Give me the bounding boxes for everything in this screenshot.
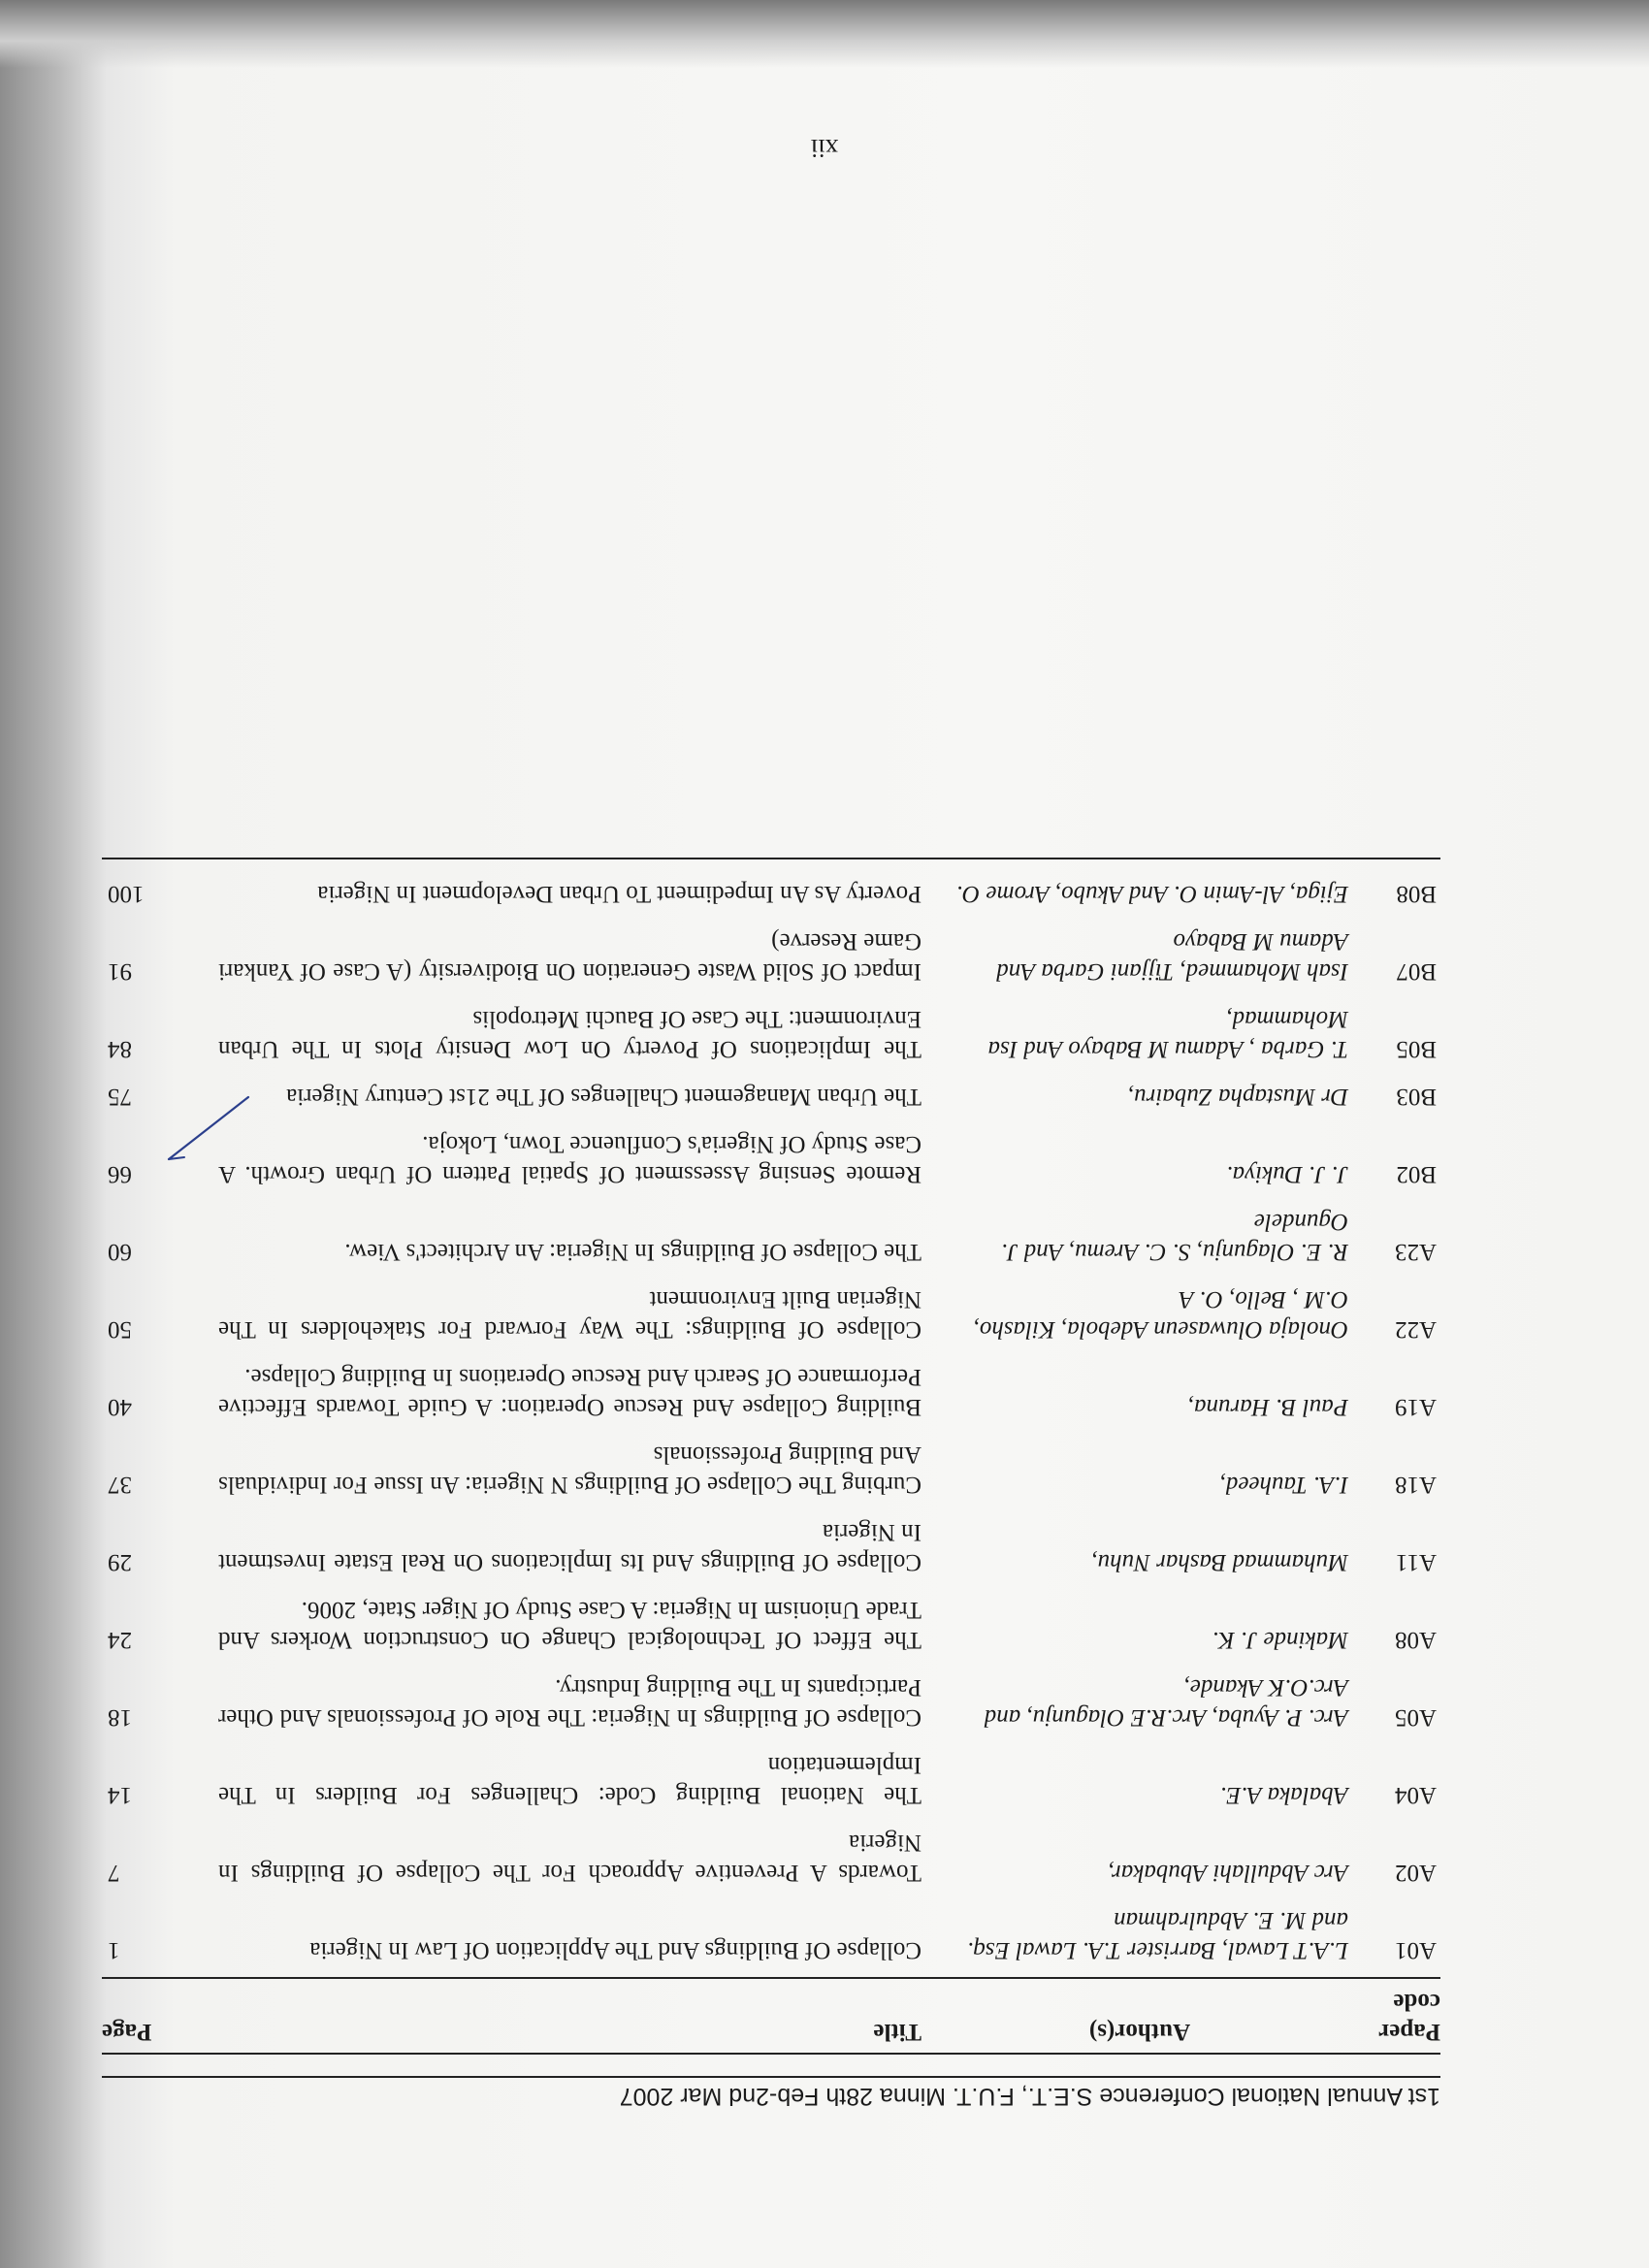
paper-code: A08 xyxy=(1394,1627,1437,1653)
paper-title: Curbing The Collapse Of Buildings N Nigeria: An Issue For Individuals And Building Professionals xyxy=(218,1442,922,1498)
running-header xyxy=(102,2076,1440,2113)
paper-page: 91 xyxy=(108,958,132,985)
paper-authors: Muhammad Bashar Nuhu, xyxy=(1091,1549,1348,1575)
paper-title: The Urban Management Challenges Of The 21st Century Nigeria xyxy=(286,1084,922,1110)
paper-page: 84 xyxy=(108,1036,132,1062)
paper-title: Collapse Of Buildings And The Application Of Law In Nigeria xyxy=(309,1937,922,1963)
table-row xyxy=(102,1275,1440,1352)
paper-code: A18 xyxy=(1394,1472,1437,1498)
table-row xyxy=(102,1072,1440,1119)
paper-code: B07 xyxy=(1396,958,1437,985)
paper-authors: J. J. Dukiya. xyxy=(1226,1161,1348,1187)
table-row xyxy=(102,917,1440,994)
paper-page: 37 xyxy=(108,1472,132,1498)
paper-page: 7 xyxy=(108,1860,120,1886)
paper-code: B03 xyxy=(1396,1084,1437,1110)
paper-page: 18 xyxy=(108,1704,132,1731)
paper-code: B08 xyxy=(1396,881,1437,907)
table-row xyxy=(102,1740,1440,1818)
table-row xyxy=(102,1585,1440,1663)
paper-page: 50 xyxy=(108,1316,132,1343)
paper-authors: Arc Abdullahi Abubakar, xyxy=(1108,1860,1348,1886)
table-row xyxy=(102,994,1440,1072)
paper-code: A11 xyxy=(1395,1549,1437,1575)
paper-authors: Arc. P. Ayuba, Arc.R.E Olagunju, and Arc.O.K Akande, xyxy=(984,1674,1348,1731)
paper-code: B05 xyxy=(1396,1036,1437,1062)
paper-code: A05 xyxy=(1394,1704,1437,1731)
paper-authors: R. E. Olagunju, S. C. Aremu, And J. Ogundele xyxy=(1001,1209,1348,1265)
paper-page: 1 xyxy=(108,1937,120,1963)
paper-authors: Ejiga, Al-Amin O. And Akubo, Arome O. xyxy=(955,881,1348,907)
running-header-text: 1st Annual National Conference S.E.T., F.U.T. Minna 28th Feb-2nd Mar 2007 xyxy=(619,2083,1440,2110)
table-row xyxy=(102,1663,1440,1740)
paper-title: Collapse Of Buildings: The Way Forward For Stakeholders In The Nigerian Built Environment xyxy=(218,1286,922,1343)
paper-code: A01 xyxy=(1394,1937,1437,1963)
table-row xyxy=(102,1352,1440,1430)
paper-title: Collapse Of Buildings And Its Implications On Real Estate Investment In Nigeria xyxy=(218,1519,922,1575)
paper-page: 40 xyxy=(108,1394,132,1420)
column-header-code: Paper code xyxy=(1378,1989,1440,2045)
paper-code: A22 xyxy=(1394,1316,1437,1343)
pen-checkmark-icon xyxy=(165,1091,252,1169)
table-row xyxy=(102,1895,1440,1978)
page-number-text: xii xyxy=(810,134,839,163)
paper-title: Remote Sensing Assessment Of Spatial Pattern Of Urban Growth. A Case Study Of Nigeria's Confluence Town, Lokoja. xyxy=(218,1131,922,1187)
paper-authors: Onolaja Oluwaseun Adebola, Kilasho, O.M , Bello, O. A xyxy=(973,1286,1348,1343)
column-header-authors: Author(s) xyxy=(1088,2019,1191,2045)
paper-title: Collapse Of Buildings In Nigeria: The Role Of Professionals And Other Participants In The Building Industry. xyxy=(218,1674,922,1731)
paper-code: B02 xyxy=(1396,1161,1437,1187)
paper-code: A19 xyxy=(1394,1394,1437,1420)
table-row xyxy=(102,1818,1440,1895)
paper-authors: Makinde J. K. xyxy=(1212,1627,1348,1653)
paper-title: The Effect Of Technological Change On Construction Workers And Trade Unionism In Nigeria: A Case Study Of Niger State, 2006. xyxy=(218,1597,922,1653)
paper-title: The Implications Of Poverty On Low Density Plots In The Urban Environment: The Case Of Bauchi Metropolis xyxy=(218,1006,922,1062)
paper-page: 24 xyxy=(108,1627,132,1653)
paper-page: 66 xyxy=(108,1161,132,1187)
paper-title: The National Building Code: Challenges For Builders In The Implementation xyxy=(218,1752,922,1808)
paper-title: Impact Of Solid Waste Generation On Biodiversity (A Case Of Yankari Game Reserve) xyxy=(218,928,922,985)
paper-authors: Abalaka A.E. xyxy=(1219,1782,1348,1808)
paper-authors: Isah Mohammed, Tijjani Garba And Adamu M Babayo xyxy=(996,928,1348,985)
table-of-contents xyxy=(102,858,1440,2055)
paper-code: A23 xyxy=(1394,1239,1437,1265)
table-row xyxy=(102,1197,1440,1275)
paper-title: Building Collapse And Rescue Operation: A Guide Towards Effective Performance Of Search And Rescue Operations In Building Collapse. xyxy=(218,1364,922,1420)
column-header-page: Page xyxy=(102,2019,152,2045)
paper-authors: Paul B. Haruna, xyxy=(1187,1394,1348,1420)
paper-title: Poverty As An Impediment To Urban Development In Nigeria xyxy=(317,881,922,907)
table-row xyxy=(102,1507,1440,1585)
paper-page: 14 xyxy=(108,1782,132,1808)
paper-authors: I.A. Tauheed, xyxy=(1219,1472,1348,1498)
paper-code: A04 xyxy=(1394,1782,1437,1808)
table-row xyxy=(102,1430,1440,1507)
paper-authors: Dr Mustapha Zubairu, xyxy=(1127,1084,1348,1110)
paper-title: The Collapse Of Buildings In Nigeria: An Architect's View. xyxy=(344,1239,922,1265)
table-row xyxy=(102,1119,1440,1197)
paper-page: 100 xyxy=(108,881,145,907)
column-header-title: Title xyxy=(873,2019,922,2045)
paper-authors: T. Garba , Adamu M Babayo And Isa Mohammad, xyxy=(987,1006,1348,1062)
paper-title: Towards A Preventive Approach For The Collapse Of Buildings In Nigeria xyxy=(218,1830,922,1886)
paper-page: 29 xyxy=(108,1549,132,1575)
paper-code: A02 xyxy=(1394,1860,1437,1886)
table-row xyxy=(102,859,1440,917)
paper-page: 60 xyxy=(108,1239,132,1265)
paper-page: 75 xyxy=(108,1084,132,1110)
table-header-row xyxy=(102,1978,1440,2054)
paper-authors: L.A.T Lawal, Barrister T.A. Lawal Esq. and M. E. Abdulrahman xyxy=(967,1907,1348,1963)
